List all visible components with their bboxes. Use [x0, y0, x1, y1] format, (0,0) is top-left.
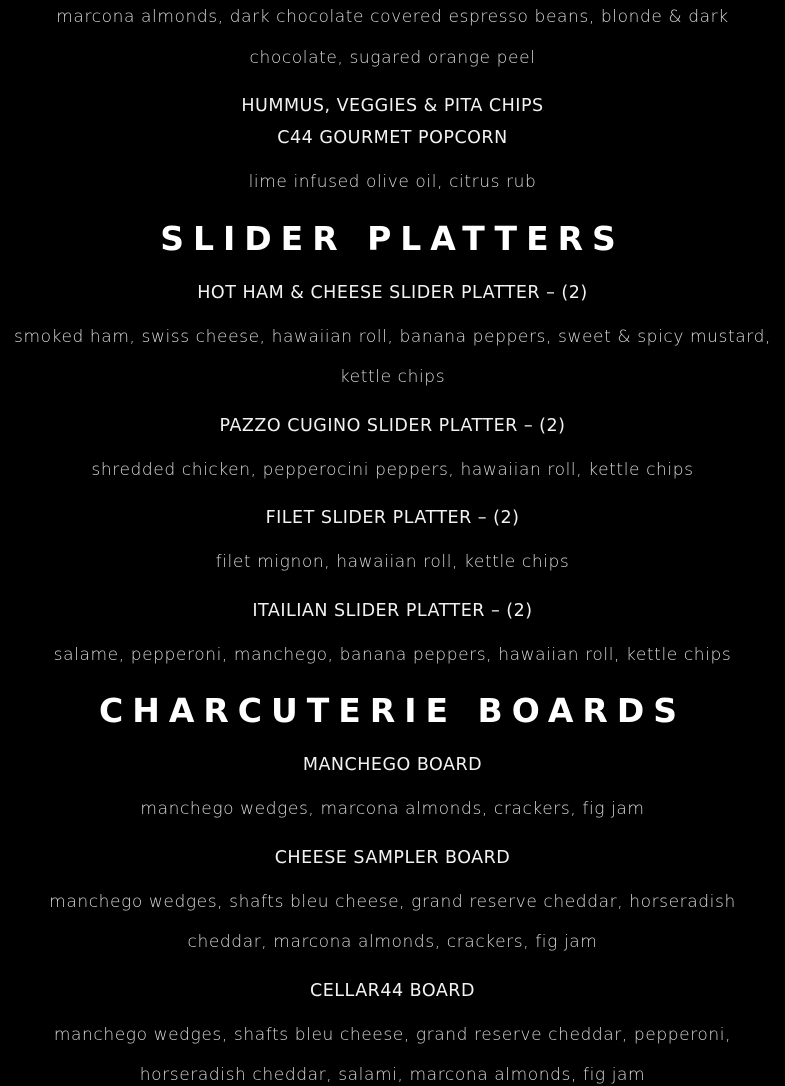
- item-description: manchego wedges, shafts bleu cheese, grand reserve cheddar, pepperoni,: [53, 1025, 732, 1045]
- item-description: manchego wedges, marcona almonds, crackers, fig jam: [140, 799, 645, 819]
- menu-item-name: CHEESE SAMPLER BOARD: [274, 848, 511, 868]
- section-heading-charcuterie-boards: CHARCUTERIE BOARDS: [98, 691, 686, 730]
- menu-item-name: PAZZO CUGINO SLIDER PLATTER – (2): [219, 416, 566, 436]
- menu-item-name: HOT HAM & CHEESE SLIDER PLATTER – (2): [197, 283, 588, 303]
- item-description: manchego wedges, shafts bleu cheese, grand reserve cheddar, horseradish: [49, 892, 736, 912]
- item-description: filet mignon, hawaiian roll, kettle chips: [215, 552, 570, 572]
- menu-item-name: ITAILIAN SLIDER PLATTER – (2): [252, 601, 533, 621]
- item-description: salame, pepperoni, manchego, banana peppers, hawaiian roll, kettle chips: [53, 645, 732, 665]
- menu-item-name: FILET SLIDER PLATTER – (2): [265, 508, 520, 528]
- menu-item-name: MANCHEGO BOARD: [302, 755, 483, 775]
- menu-item-name: CELLAR44 BOARD: [310, 981, 475, 1001]
- item-description: horseradish cheddar, salami, marcona almonds, fig jam: [139, 1065, 646, 1085]
- item-description: cheddar, marcona almonds, crackers, fig jam: [187, 932, 598, 952]
- item-description: shredded chicken, pepperocini peppers, hawaiian roll, kettle chips: [91, 460, 694, 480]
- item-description: chocolate, sugared orange peel: [249, 48, 536, 68]
- menu-item-name: C44 GOURMET POPCORN: [277, 128, 508, 148]
- section-heading-slider-platters: SLIDER PLATTERS: [160, 219, 625, 258]
- item-description: marcona almonds, dark chocolate covered espresso beans, blonde & dark: [56, 7, 729, 27]
- item-description: kettle chips: [339, 367, 446, 387]
- item-description: smoked ham, swiss cheese, hawaiian roll, banana peppers, sweet & spicy mustard,: [14, 327, 771, 347]
- menu-item-name: HUMMUS, VEGGIES & PITA CHIPS: [241, 96, 544, 116]
- item-description: lime infused olive oil, citrus rub: [248, 172, 537, 192]
